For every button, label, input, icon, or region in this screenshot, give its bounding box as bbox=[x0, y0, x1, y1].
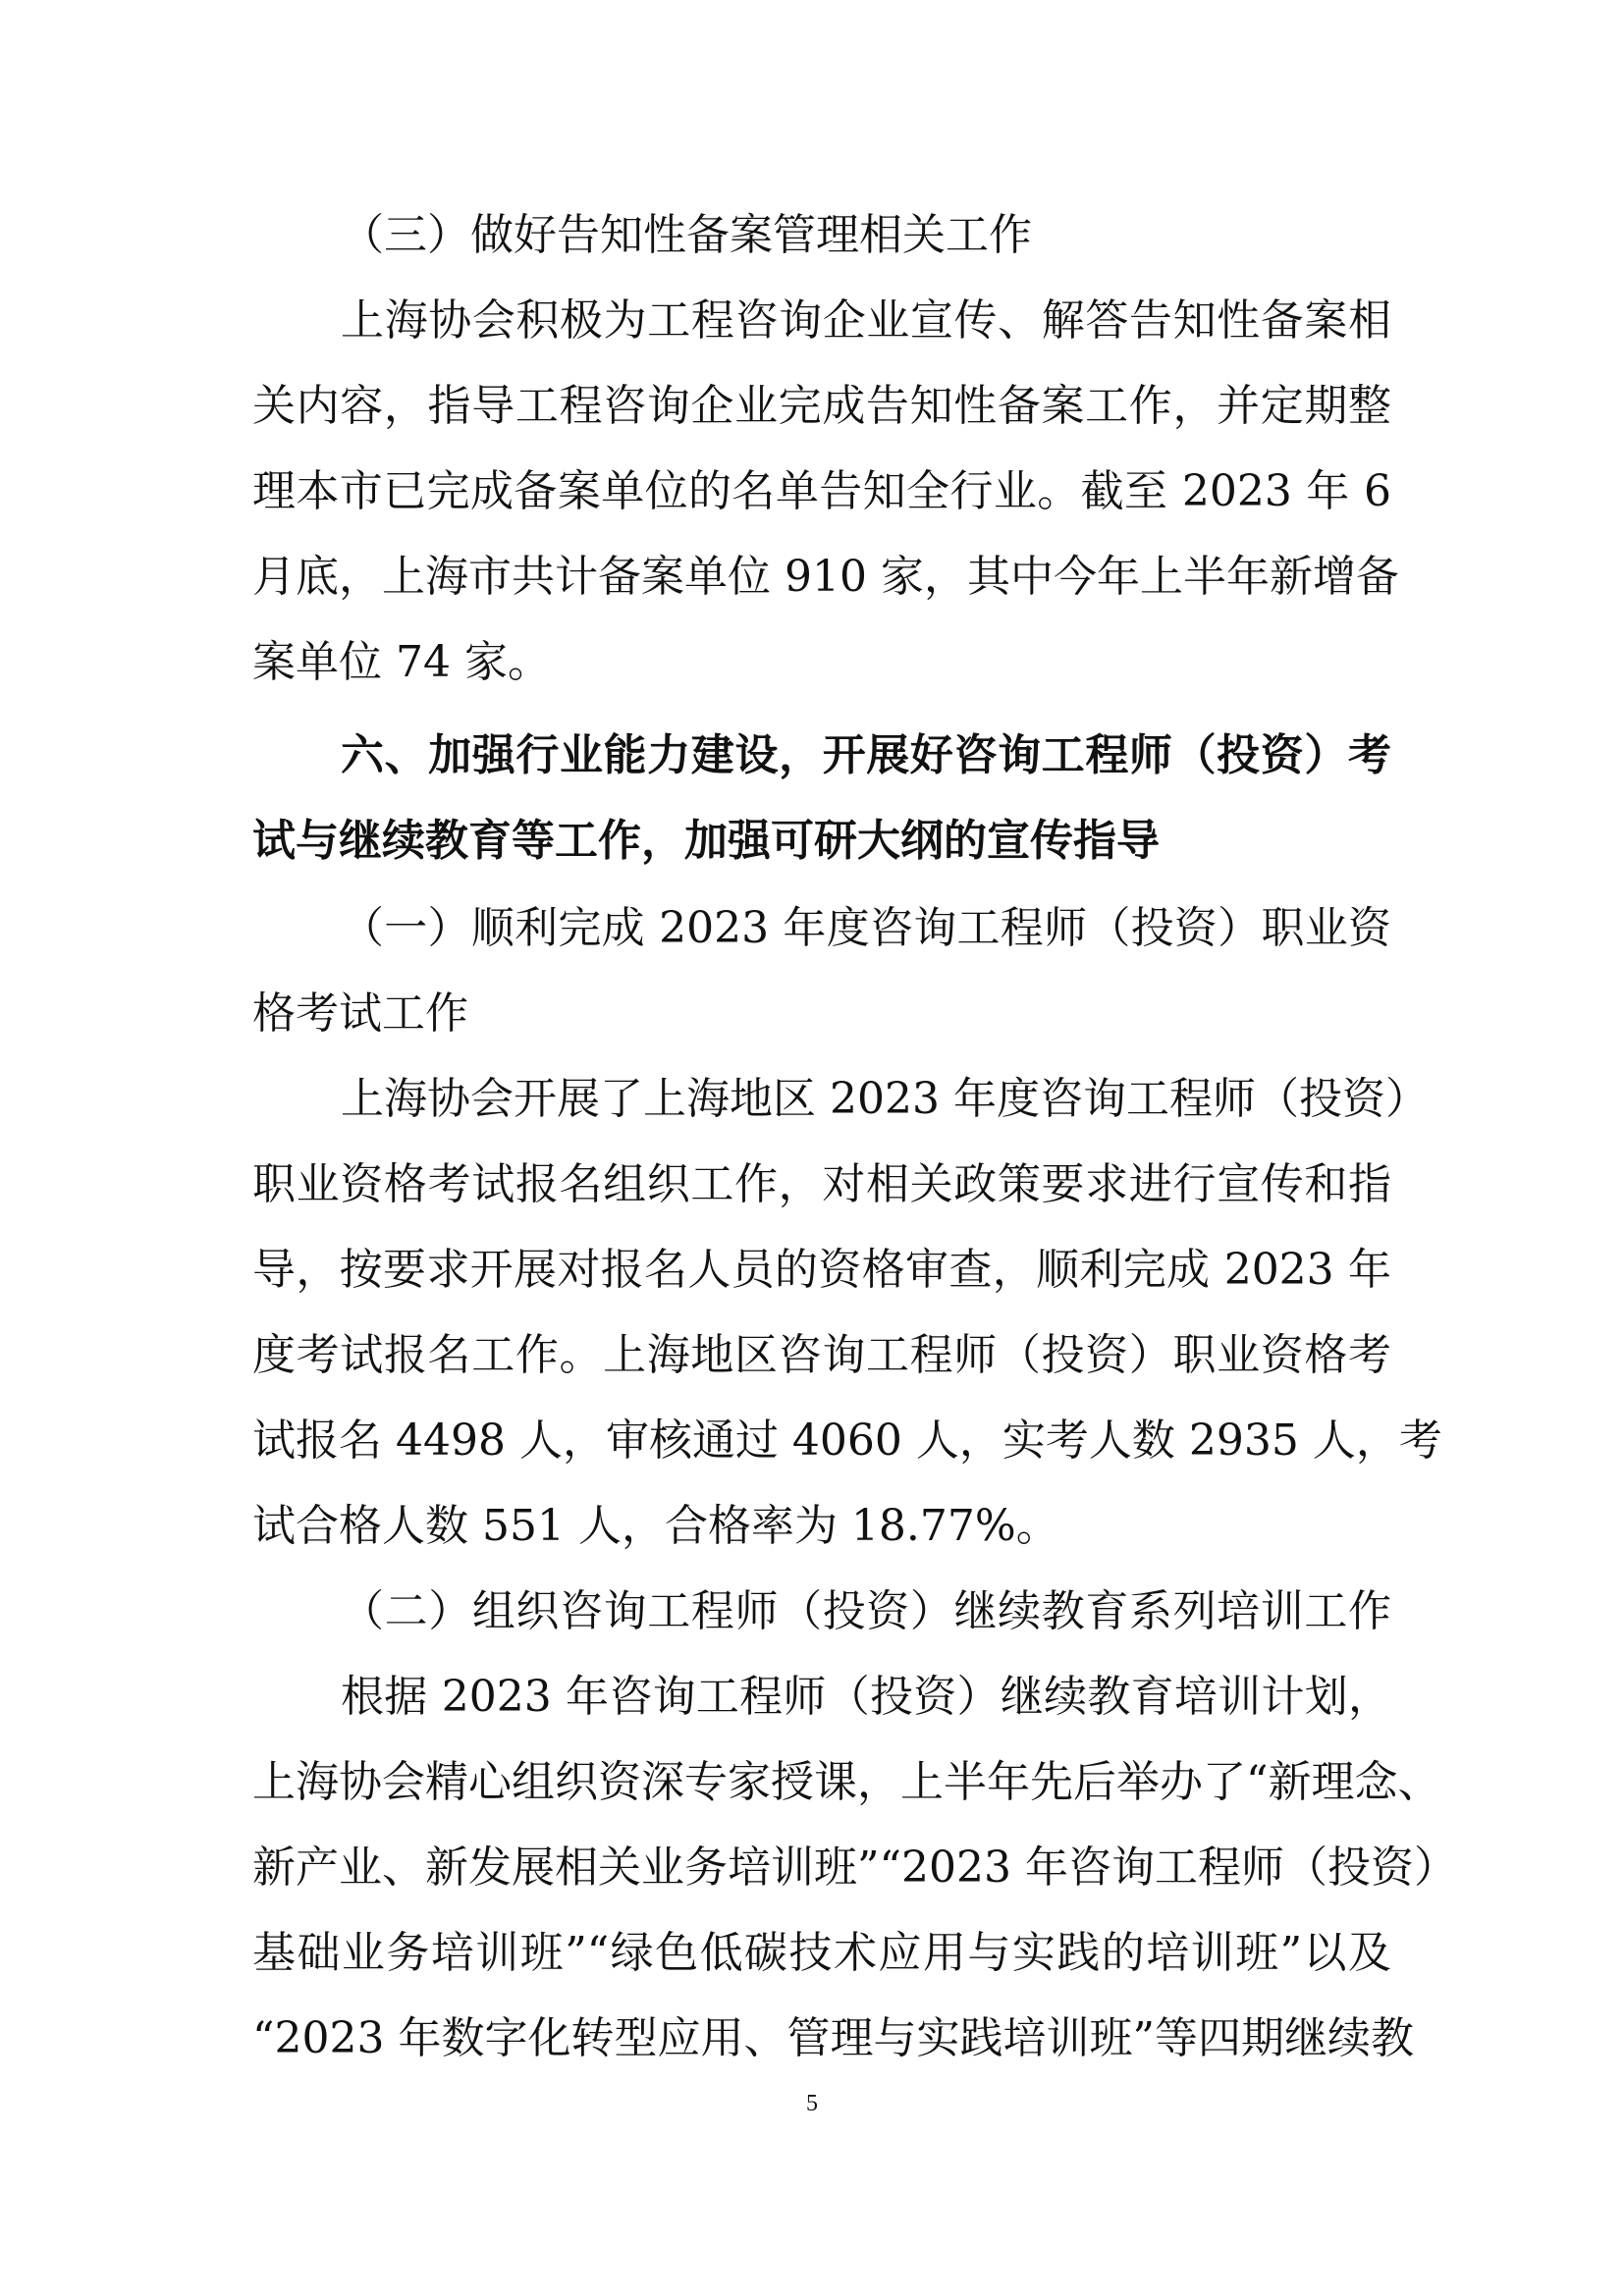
paragraph-line: 上海协会积极为工程咨询企业宣传、解答告知性备案相 bbox=[341, 295, 1391, 346]
paragraph-line: 基础业务培训班”“绿色低碳技术应用与实践的培训班”以及 bbox=[252, 1928, 1391, 1978]
paragraph-line: 根据 2023 年咨询工程师（投资）继续教育培训计划， bbox=[341, 1672, 1391, 1722]
paragraph-line: 职业资格考试报名组织工作，对相关政策要求进行宣传和指 bbox=[252, 1159, 1391, 1209]
chapter-heading-6: 六、加强行业能力建设，开展好咨询工程师（投资）考 bbox=[341, 730, 1391, 780]
chapter-heading-6-cont: 试与继续教育等工作，加强可研大纲的宣传指导 bbox=[252, 816, 1160, 866]
paragraph-line: 关内容，指导工程咨询企业完成告知性备案工作，并定期整 bbox=[252, 381, 1391, 431]
page-number: 5 bbox=[806, 2091, 818, 2116]
paragraph-line: 月底，上海市共计备案单位 910 家，其中今年上半年新增备 bbox=[252, 552, 1399, 602]
paragraph-line: 案单位 74 家。 bbox=[252, 637, 551, 687]
section-heading-1-cont: 格考试工作 bbox=[252, 988, 468, 1039]
section-heading-1: （一）顺利完成 2023 年度咨询工程师（投资）职业资 bbox=[341, 903, 1391, 953]
section-heading-2: （二）组织咨询工程师（投资）继续教育系列培训工作 bbox=[341, 1586, 1391, 1636]
paragraph-line: 试报名 4498 人，审核通过 4060 人，实考人数 2935 人，考 bbox=[252, 1415, 1442, 1466]
paragraph-line: 导，按要求开展对报名人员的资格审查，顺利完成 2023 年 bbox=[252, 1245, 1391, 1295]
paragraph-line: “2023 年数字化转型应用、管理与实践培训班”等四期继续教 bbox=[252, 2013, 1414, 2063]
paragraph-line: 试合格人数 551 人，合格率为 18.77%。 bbox=[252, 1501, 1059, 1551]
section-heading-3: （三）做好告知性备案管理相关工作 bbox=[341, 210, 1032, 260]
paragraph-line: 理本市已完成备案单位的名单告知全行业。截至 2023 年 6 bbox=[252, 466, 1391, 516]
paragraph-line: 度考试报名工作。上海地区咨询工程师（投资）职业资格考 bbox=[252, 1330, 1391, 1380]
paragraph-line: 新产业、新发展相关业务培训班”“2023 年咨询工程师（投资） bbox=[252, 1842, 1457, 1893]
paragraph-line: 上海协会精心组织资深专家授课，上半年先后举办了“新理念、 bbox=[252, 1757, 1441, 1807]
paragraph-line: 上海协会开展了上海地区 2023 年度咨询工程师（投资） bbox=[341, 1074, 1429, 1124]
